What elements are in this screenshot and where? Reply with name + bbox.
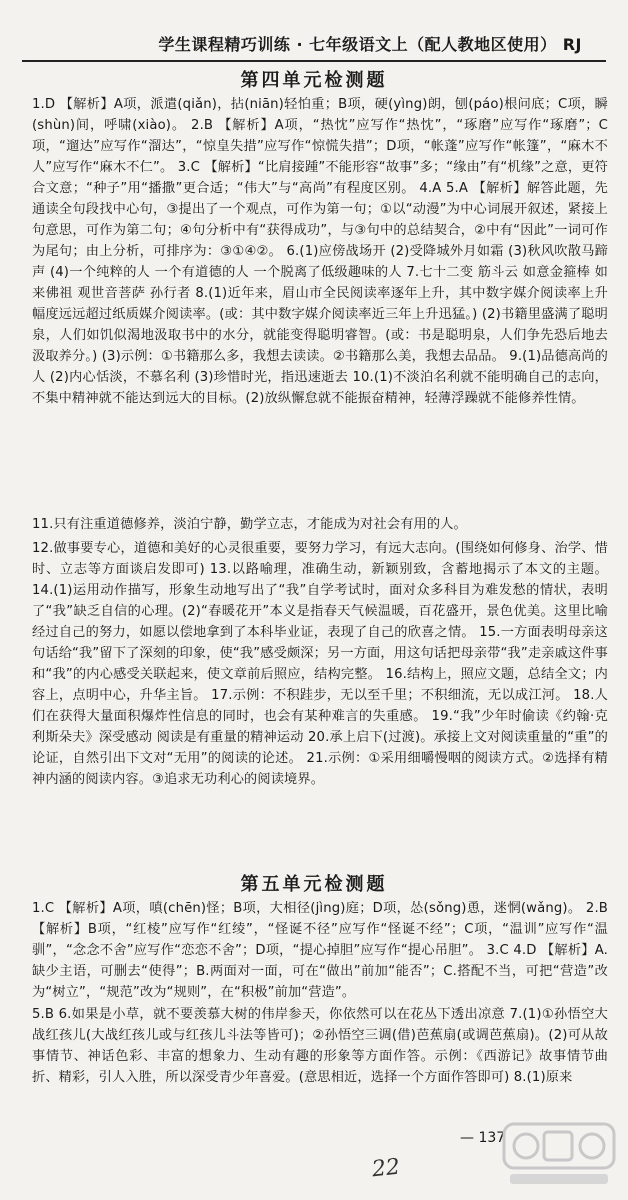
page-number: — 137	[460, 1130, 506, 1146]
unit5-answers-block-2: 5.B 6.如果是小草，就不要羡慕大树的伟岸参天，你依然可以在花丛下透出凉意 7.(1)①孙悟空大战红孩儿(大战红孩儿或与红孩儿斗法等皆可)；②孙悟空三调(借)芭蕉扇(或调芭蕉扇)。(2)可从故事情节、神话色彩、丰富的想象力、生动有趣的形象等方面作答。示例：《西游记》故事情节曲折、精彩，引人入胜，所以深受青少年喜爱。(意思相近，选择一个方面作答即可) 8.(1)原来	[32, 1007, 608, 1085]
unit5-title: 第五单元检测题	[240, 874, 388, 895]
page-footer	[0, 1110, 628, 1200]
unit4-answers-block-2: 12.做事要专心，道德和美好的心灵很重要，要努力学习，有远大志向。(围绕如何修身、治学、惜时、立志等方面谈启发即可) 13.以路喻理，准确生动，新颖别致，含蓄地揭示了本文的主题。 14.(1)运用动作描写，形象生动地写出了“我”自学考试时，面对众多科目为难发愁的情状，表明了“我”缺乏自信的心理。(2)“春暖花开”本义是指春天气候温暖，百花盛开，景色优美。这里比喻经过自己的努力，如愿以偿地拿到了本科毕业证，表现了自己的欣喜之情。 15.一方面表明母亲这句话给“我”留下了深刻的印象，使“我”感受颇深；另一方面，用这句话把母亲带“我”走亲戚这件事和“我”的内心感受关联起来，使文章前后照应，结构完整。 16.结构上，照应文题，总结全文；内容上，点明中心，升华主旨。 17.示例：不积跬步，无以至千里；不积细流，无以成江河。 18.人们在获得大量面积爆炸性信息的同时，也会有某种难言的失重感。 19.“我”少年时偷读《约翰·克利斯朵夫》深受感动 阅读是有重量的精神运动 20.承上启下(过渡)。承接上文对阅读重量的“重”的论证，自然引出下文对“无用”的阅读的论述。 21.示例：①采用细嚼慢咽的阅读方式。②选择有精神内涵的阅读内容。③追求无功利心的阅读境界。	[32, 541, 608, 787]
unit4-answers-block-1: 1.D 【解析】A项，派遣(qiǎn)，拈(niān)轻怕重；B项，硬(yìng)朗，刨(páo)根问底；C项，瞬(shùn)间，呼啸(xiào)。 2.B 【解析】A项，“热忱”应写作“热忱”，“琢磨”应写作“琢磨”；C项，“遛达”应写作“溜达”，“惊皇失措”应写作“惊慌失措”；D项，“帐蓬”应写作“帐篷”，“麻木不人”应写作“麻木不仁”。 3.C 【解析】“比肩接踵”不能形容“故事”多；“缘由”有“机缘”之意，更符合文意；“种子”用“播撒”更合适；“伟大”与“高尚”有程度区别。 4.A 5.A 【解析】解答此题，先通读全句段找中心句，③提出了一个观点，可作为第一句；①以“动漫”为中心词展开叙述，紧接上句意思，可作为第二句；④句分析中有“获得成功”，与③句中的总结契合，②中有“因此”一词可作为尾句；由上分析，可排序为：③①④②。 6.(1)应傍战场开 (2)受降城外月如霜 (3)秋风吹散马蹄声 (4)一个纯粹的人 一个有道德的人 一个脱离了低级趣味的人 7.七十二变 筋斗云 如意金箍棒 如来佛祖 观世音菩萨 孙行者 8.(1)近年来，眉山市全民阅读率逐年上升，其中数字媒介阅读率上升幅度远远超过纸质媒介阅读率。(或：其中数字媒介阅读率近三年上升迅猛。) (2)书籍里盛满了聪明泉，人们如饥似渴地汲取书中的水分，就能变得聪明睿智。(或：书是聪明泉，人们争先恐后地去汲取养分。) (3)示例：①书籍那么多，我想去读读。②书籍那么美，我想去品品。 9.(1)品德高尚的人 (2)内心恬淡，不慕名利 (3)珍惜时光，指迅速逝去 10.(1)不淡泊名利就不能明确自己的志向，不集中精神就不能达到远大的目标。(2)放纵懈怠就不能振奋精神，轻薄浮躁就不能修养性情。	[32, 97, 608, 406]
unit4-title: 第四单元检测题	[240, 70, 388, 91]
header-title: 学生课程精巧训练 · 七年级语文上（配人教地区使用） RJ	[158, 35, 582, 54]
handwritten-note: 22	[370, 1154, 402, 1183]
watermark-logo	[500, 1118, 618, 1188]
unit4-answer-11: 11.只有注重道德修养，淡泊宁静，勤学立志，才能成为对社会有用的人。	[32, 517, 467, 532]
unit5-answers-block-1: 1.C 【解析】A项，嗔(chēn)怪；B项，大相径(jìng)庭；D项，怂(sǒng)恿，迷惘(wǎng)。 2.B 【解析】B项，“红棱”应写作“红绫”，“怪诞不径”应写作“怪诞不经”；C项，“温训”应写作“温驯”，“念念不舍”应写作“恋恋不舍”；D项，“提心掉胆”应写作“提心吊胆”。 3.C 4.D 【解析】A.缺少主语，可删去“使得”；B.两面对一面，可在“做出”前加“能否”；C.搭配不当，可把“营造”改为“树立”，“规范”改为“规则”，在“积极”前加“营造”。	[32, 901, 608, 1000]
page-header	[22, 22, 606, 62]
